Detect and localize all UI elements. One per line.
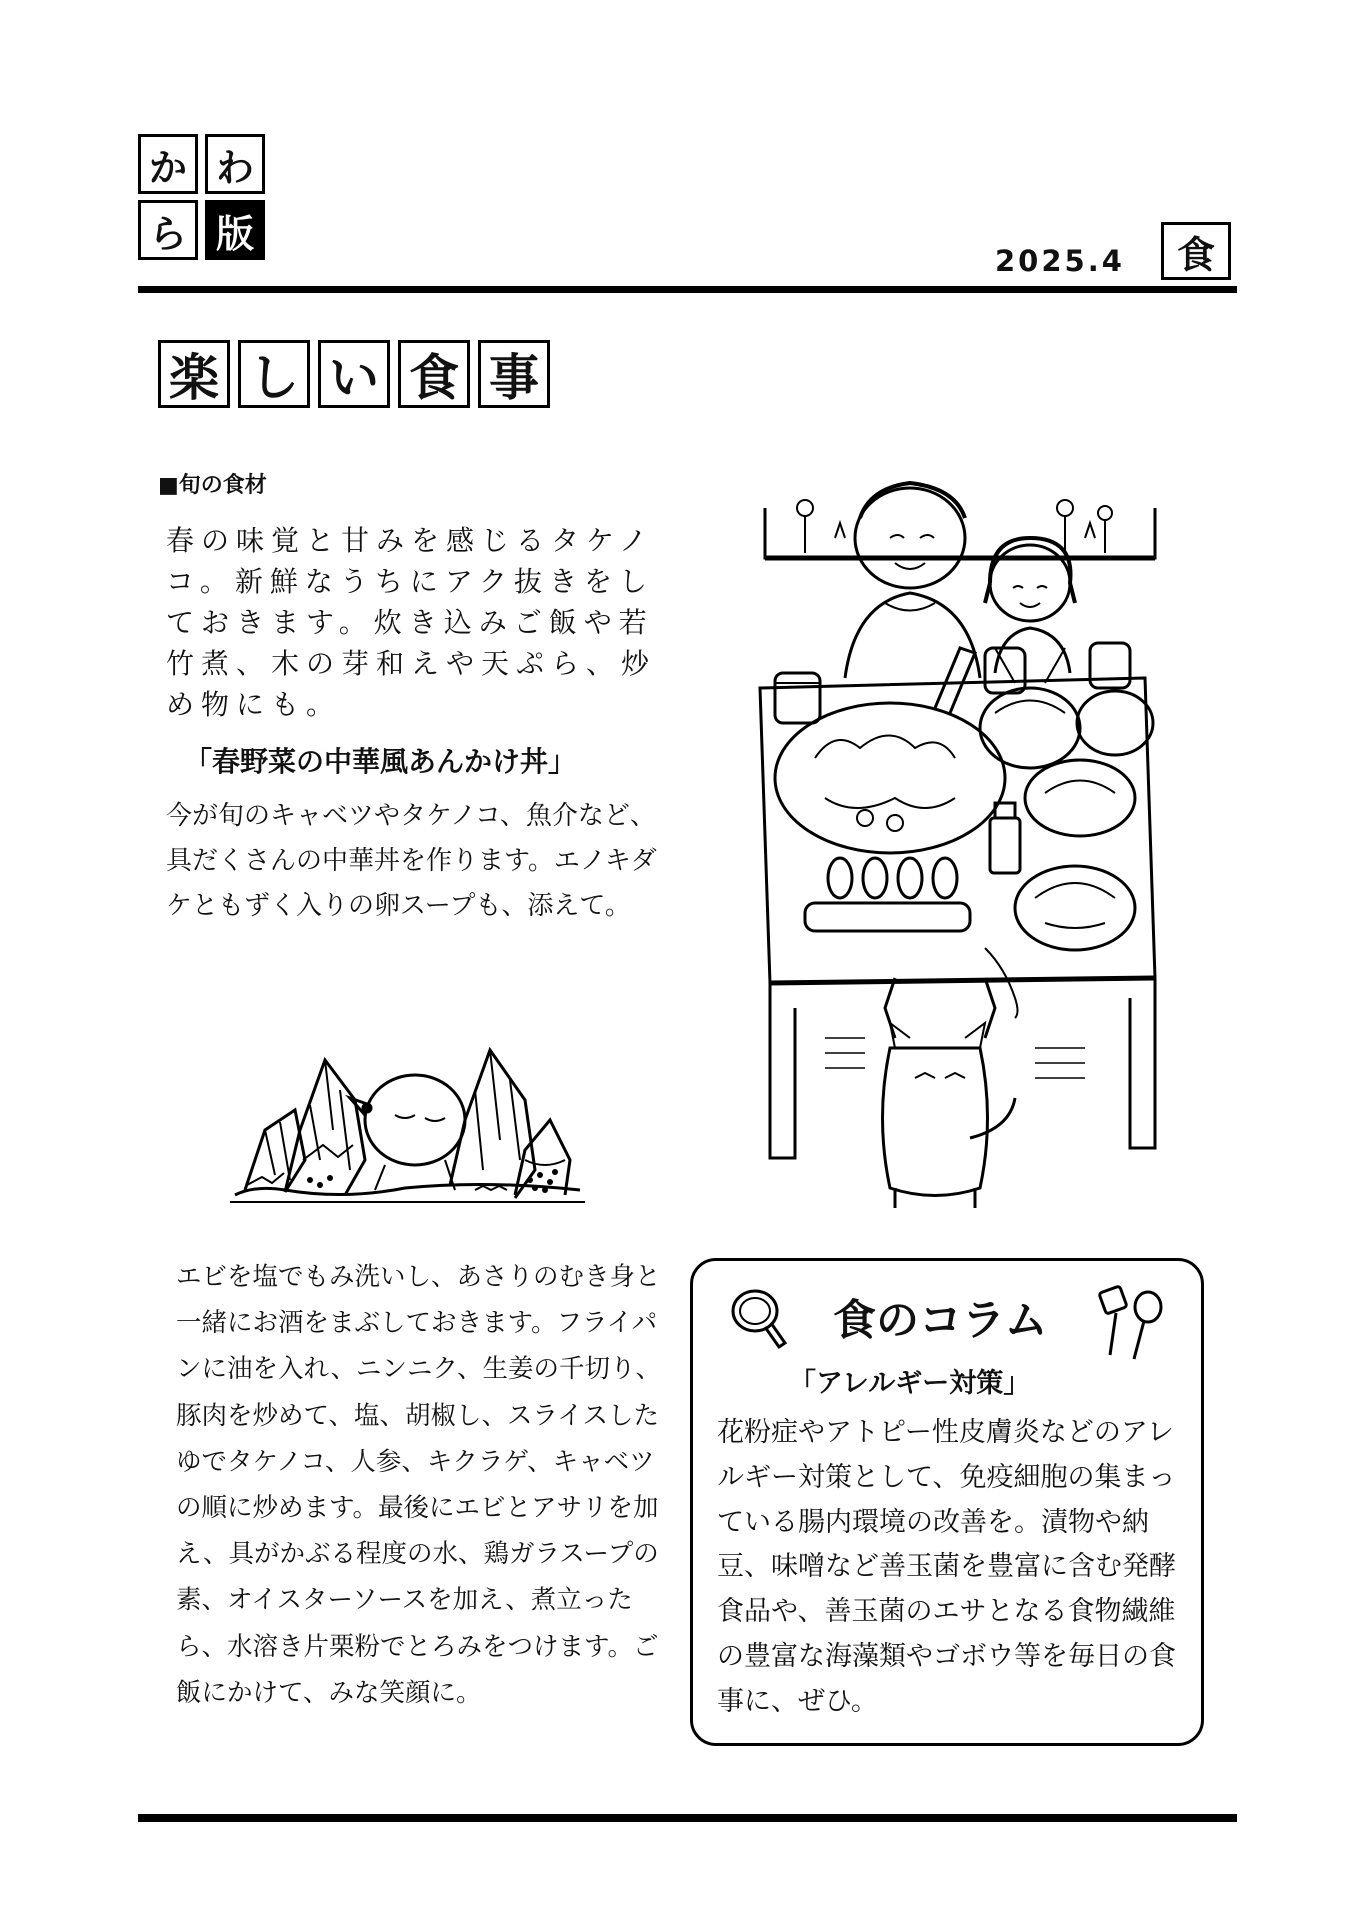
recipe-lead: 今が旬のキャベツやタケノコ、魚介など、具だくさんの中華丼を作ります。エノキダケともずく入りの卵スープも、添えて。 (166, 801, 657, 921)
bamboo-shoot-illustration (225, 1010, 595, 1215)
column-subtitle: 「アレルギー対策」 (789, 1368, 1031, 1399)
spatula-spoon-icon (1098, 1285, 1170, 1363)
recipe-title: 「春野菜の中華風あんかけ丼」 (184, 745, 577, 778)
title-char-box (158, 340, 230, 408)
seasonal-label: ■旬の食材 (158, 473, 267, 498)
seasonal-text: 春の味覚と甘みを感じるタケノコ。新鮮なうちにアク抜きをしておきます。炊き込みご飯や若竹煮、木の芽和えや天ぷら、炒め物にも。 (166, 524, 657, 721)
food-column-box (690, 1258, 1204, 1746)
title-char-box (318, 340, 390, 408)
food-category-icon (1161, 222, 1231, 280)
issue-date: 2025.4 (995, 244, 1125, 278)
logo-char: わ (205, 134, 265, 194)
category-icon-char: 食 (1176, 232, 1215, 277)
logo-char: 版 (205, 200, 265, 260)
logo-char: ら (138, 200, 198, 260)
title-char: し (249, 349, 299, 407)
header-rule (138, 286, 1237, 293)
title-char-box (398, 340, 470, 408)
family-cooking-illustration (745, 478, 1175, 1218)
column-text: 花粉症やアトピー性皮膚炎などのアレルギー対策として、免疫細胞の集まっている腸内環境の改善を。漬物や納豆、味噌など善玉菌を豊富に含む発酵食品や、善玉菌のエサとなる食物繊維の豊富な海藻類やゴボウ等を毎日の食事に、ぜひ。 (717, 1417, 1176, 1717)
recipe-steps: エビを塩でもみ洗いし、あさりのむき身と一緒にお酒をまぶしておきます。フライパンに油を入れ、ニンニク、生姜の千切り、豚肉を炒めて、塩、胡椒し、スライスしたゆでタケノコ、人参、キクラゲ、キャベツの順に炒めます。最後にエビとアサリを加え、具がかぶる程度の水、鶏ガラスープの素、オイスターソースを加え、煮立ったら、水溶き片栗粉でとろみをつけます。ご飯にかけて、みな笑顔に。 (176, 1262, 662, 1708)
title-char: 事 (489, 349, 539, 407)
title-char-box (478, 340, 550, 408)
title-char: 食 (409, 349, 459, 407)
title-char: 楽 (169, 349, 219, 407)
logo-char: か (138, 134, 198, 194)
footer-rule (138, 1814, 1237, 1822)
title-char: い (329, 349, 379, 407)
column-heading: 食のコラム (833, 1296, 1048, 1346)
title-char-box (238, 340, 310, 408)
frying-pan-icon (727, 1285, 789, 1353)
